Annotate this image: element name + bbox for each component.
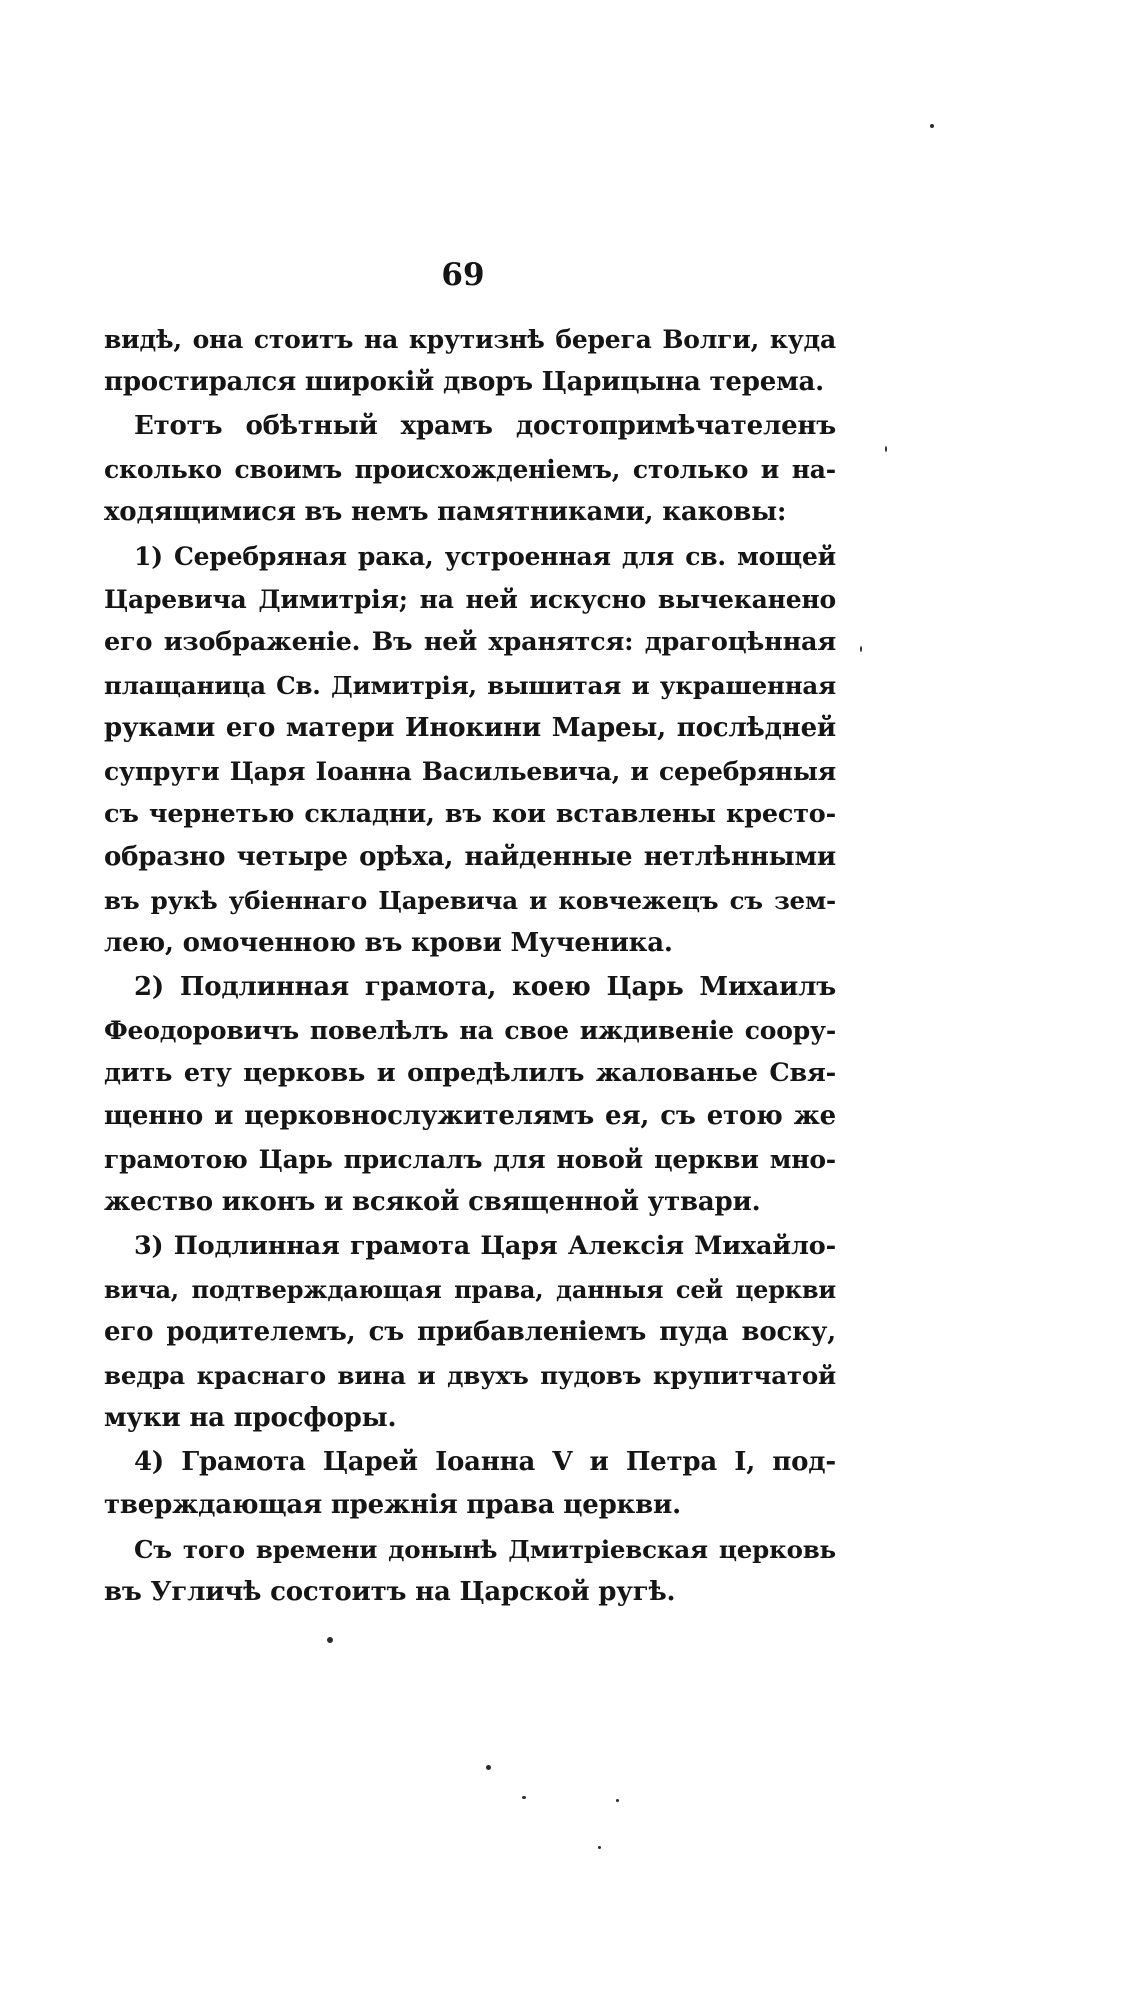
paragraph [104,535,836,965]
text-line: тверждающая прежнія права церкви. [104,1490,681,1520]
text-line: видѣ, она стоитъ на крутизнѣ берега Волги, куда [104,325,836,354]
paragraph [104,1225,836,1440]
paragraph [104,318,836,404]
paragraph [104,966,836,1224]
text-line: 1) Серебряная рака, устроенная для св. мощей [134,542,836,571]
paragraph [104,405,836,534]
ink-speck [930,124,934,128]
text-line: въ Угличѣ состоитъ на Царской ругѣ. [104,1577,676,1607]
text-line: Съ того времени донынѣ Дмитріевская церковь [134,1535,836,1564]
text-line: муки на просфоры. [104,1403,397,1433]
text-line: 4) Грамота Царей Іоанна V и Петра I, под- [134,1447,836,1477]
text-line: щенно и церковнослужителямъ ея, съ етою же [104,1101,836,1131]
text-line: Феодоровичъ повелѣлъ на свое иждивеніе соору- [104,1016,836,1045]
ink-speck [486,1765,491,1770]
text-line: руками его матери Инокини Мареы, послѣдней [104,713,836,743]
ink-speck [885,446,887,452]
ink-speck [598,1846,601,1849]
page-number: 69 [441,257,485,293]
ink-speck [616,1799,619,1802]
text-line: въ рукѣ убіеннаго Царевича и ковчежецъ съ зем- [104,886,836,915]
ink-speck [860,646,862,652]
text-line: плащаница Св. Димитрія, вышитая и украшенная [104,671,836,700]
text-line: дить ету церковь и опредѣлилъ жалованье Свя- [104,1058,836,1088]
ink-speck [522,1796,526,1799]
ink-speck [327,1637,333,1643]
body-text [104,318,836,1615]
text-line: 3) Подлинная грамота Царя Алексія Михайло- [134,1231,836,1261]
text-line: Царевича Димитрія; на ней искусно вычеканено [104,585,836,614]
text-line: образно четыре орѣха, найденные нетлѣнными [104,842,836,872]
text-line: лею, омоченною въ крови Мученика. [104,928,673,958]
text-line: вича, подтверждающая права, данныя сей церкви [104,1275,836,1304]
text-line: сколько своимъ происхожденіемъ, столько и на- [104,455,836,484]
text-line: Етотъ обѣтный храмъ достопримѣчателенъ [134,411,836,441]
text-line: 2) Подлинная грамота, коею Царь Михаилъ [134,972,836,1002]
paragraph [104,1441,836,1527]
text-line: съ чернетью складни, въ кои вставлены кресто- [104,799,836,829]
text-line: грамотою Царь прислалъ для новой церкви мно- [104,1145,836,1174]
text-line: жество иконъ и всякой священной утвари. [104,1187,761,1217]
paragraph [104,1528,836,1614]
text-line: простирался широкій дворъ Царицына терема. [104,367,824,397]
text-line: ходящимися въ немъ памятниками, каковы: [104,497,787,527]
text-line: ведра краснаго вина и двухъ пудовъ крупитчатой [104,1361,836,1390]
text-line: его изображеніе. Въ ней хранятся: драгоцѣнная [104,627,836,657]
text-line: супруги Царя Іоанна Васильевича, и серебряныя [104,757,836,786]
text-line: его родителемъ, съ прибавленіемъ пуда воску, [104,1317,836,1347]
